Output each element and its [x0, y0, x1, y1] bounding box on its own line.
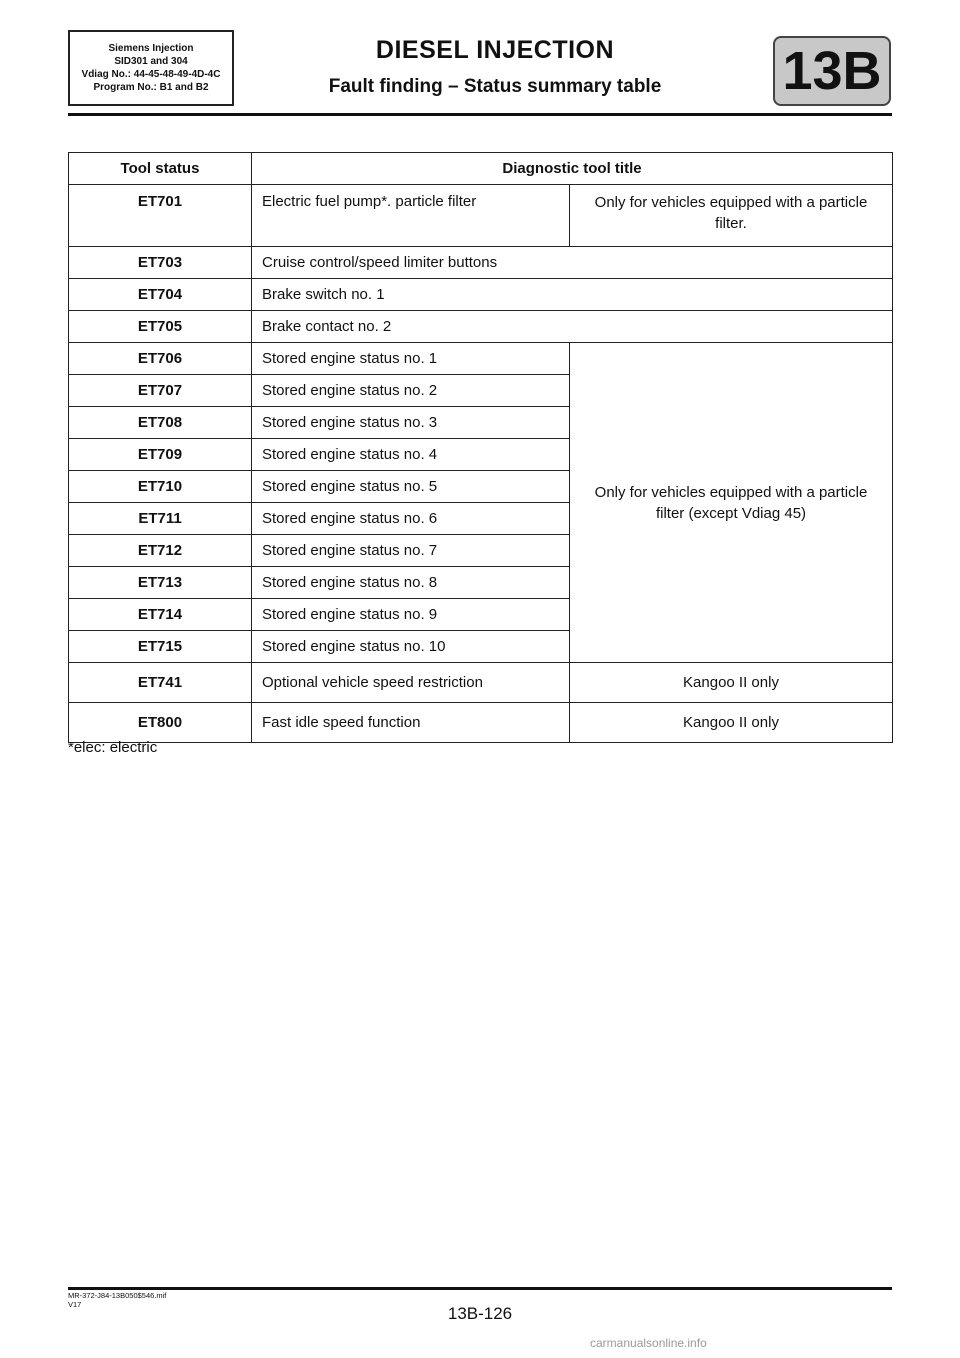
status-title: Fast idle speed function	[252, 703, 570, 743]
column-header-diagnostic-title: Diagnostic tool title	[252, 153, 893, 185]
table-row	[69, 703, 893, 743]
status-code: ET741	[69, 663, 252, 703]
status-title: Stored engine status no. 1	[252, 343, 570, 375]
status-code: ET703	[69, 247, 252, 279]
info-line: Vdiag No.: 44-45-48-49-4D-4C	[81, 69, 221, 80]
status-title: Stored engine status no. 8	[252, 567, 570, 599]
document-info-box	[68, 30, 234, 106]
info-line: Program No.: B1 and B2	[93, 82, 209, 93]
table-row	[69, 311, 893, 343]
status-code: ET705	[69, 311, 252, 343]
footnote: *elec: electric	[68, 739, 158, 756]
page-title: DIESEL INJECTION	[375, 36, 615, 64]
status-code: ET715	[69, 631, 252, 663]
status-title: Stored engine status no. 2	[252, 375, 570, 407]
group-note: Only for vehicles equipped with a particle filter (except Vdiag 45)	[570, 343, 893, 663]
status-title: Brake contact no. 2	[252, 311, 893, 343]
header-divider	[68, 113, 892, 116]
table-row	[69, 343, 893, 375]
status-title: Stored engine status no. 4	[252, 439, 570, 471]
status-title: Electric fuel pump*. particle filter	[252, 185, 570, 247]
table-row	[69, 185, 893, 247]
status-title: Stored engine status no. 10	[252, 631, 570, 663]
status-title: Optional vehicle speed restriction	[252, 663, 570, 703]
status-title: Stored engine status no. 7	[252, 535, 570, 567]
status-code: ET704	[69, 279, 252, 311]
footer-reference	[68, 1291, 166, 1309]
status-code: ET800	[69, 703, 252, 743]
status-code: ET709	[69, 439, 252, 471]
status-note: Only for vehicles equipped with a particle filter.	[570, 185, 893, 247]
status-code: ET710	[69, 471, 252, 503]
status-title: Stored engine status no. 5	[252, 471, 570, 503]
status-code: ET701	[69, 185, 252, 247]
footer-version: V17	[68, 1300, 82, 1309]
status-code: ET707	[69, 375, 252, 407]
status-code: ET713	[69, 567, 252, 599]
page-number: 13B-126	[447, 1304, 513, 1323]
status-code: ET714	[69, 599, 252, 631]
status-title: Stored engine status no. 6	[252, 503, 570, 535]
info-line: Siemens Injection	[108, 43, 194, 54]
info-line: SID301 and 304	[114, 56, 188, 67]
table-row	[69, 279, 893, 311]
section-badge: 13B	[773, 36, 891, 106]
status-title: Cruise control/speed limiter buttons	[252, 247, 893, 279]
footer-divider	[68, 1287, 892, 1290]
status-code: ET712	[69, 535, 252, 567]
status-code: ET708	[69, 407, 252, 439]
table-row	[69, 663, 893, 703]
status-code: ET706	[69, 343, 252, 375]
status-title: Stored engine status no. 9	[252, 599, 570, 631]
watermark: carmanualsonline.info	[590, 1336, 707, 1350]
footer-ref-code: MR-372-J84-13B050$546.mif	[68, 1291, 167, 1300]
status-title: Stored engine status no. 3	[252, 407, 570, 439]
status-summary-table	[68, 152, 893, 743]
table-header-row	[69, 153, 893, 185]
status-note: Kangoo II only	[570, 703, 893, 743]
page-subtitle: Fault finding – Status summary table	[328, 76, 662, 97]
status-note: Kangoo II only	[570, 663, 893, 703]
status-title: Brake switch no. 1	[252, 279, 893, 311]
table-row	[69, 247, 893, 279]
status-code: ET711	[69, 503, 252, 535]
column-header-tool-status: Tool status	[69, 153, 252, 185]
